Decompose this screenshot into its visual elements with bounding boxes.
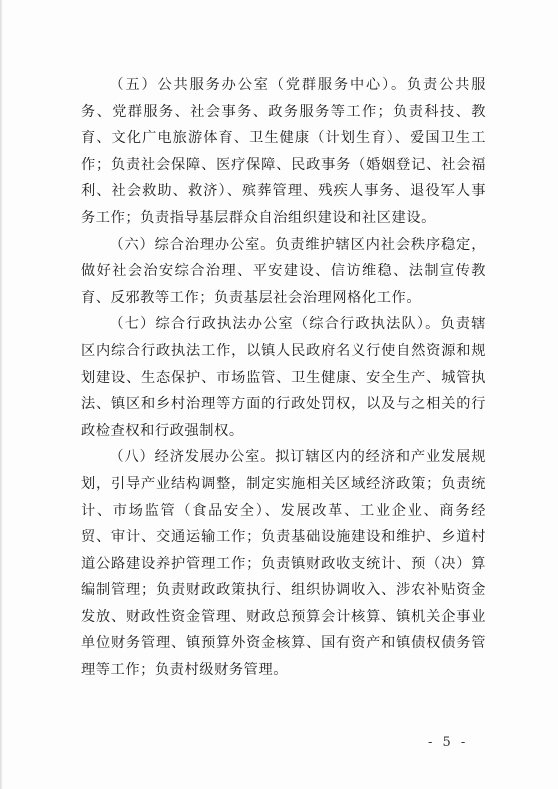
scan-edge — [0, 0, 3, 789]
paragraph-administrative-enforcement-office: （七）综合行政执法办公室（综合行政执法队）。负责辖区内综合行政执法工作，以镇人民政府名义行使自然资源和规划建设、生态保护、市场监管、卫生健康、安全生产、城管执法、镇区和乡村治理等方面的行政处罚权，以及与之相关的行政检查权和行政强制权。 — [81, 316, 486, 439]
paragraph-public-service-office: （五）公共服务办公室（党群服务中心）。负责公共服务、党群服务、社会事务、政务服务等工作；负责科技、教育、文化广电旅游体育、卫生健康（计划生育）、爱国卫生工作；负责社会保障、医疗保障、民政事务（婚姻登记、社会福利、社会救助、救济）、殡葬管理、残疾人事务、退役军人事务工作；负责指导基层群众自治组织建设和社区建设。 — [81, 77, 486, 226]
document-body — [81, 72, 486, 684]
paragraph-economic-development-office: （八）经济发展办公室。拟订辖区内的经济和产业发展规划，引导产业结构调整，制定实施相关区域经济政策；负责统计、市场监管（食品安全）、发展改革、工业企业、商务经贸、审计、交通运输工作；负责基础设施建设和维护、乡道村道公路建设养护管理工作；负责镇财政收支统计、预（决）算编制管理；负责财政政策执行、组织协调收入、涉农补贴资金发放、财政性资金管理、财政总预算会计核算、镇机关企事业单位财务管理、镇预算外资金核算、国有资产和镇债权债务管理等工作；负责村级财务管理。 — [81, 449, 486, 679]
paragraph-comprehensive-governance-office: （六）综合治理办公室。负责维护辖区内社会秩序稳定，做好社会治安综合治理、平安建设、信访维稳、法制宣传教育、反邪教等工作；负责基层社会治理网格化工作。 — [81, 236, 486, 306]
page-number: - 5 - — [428, 735, 469, 750]
